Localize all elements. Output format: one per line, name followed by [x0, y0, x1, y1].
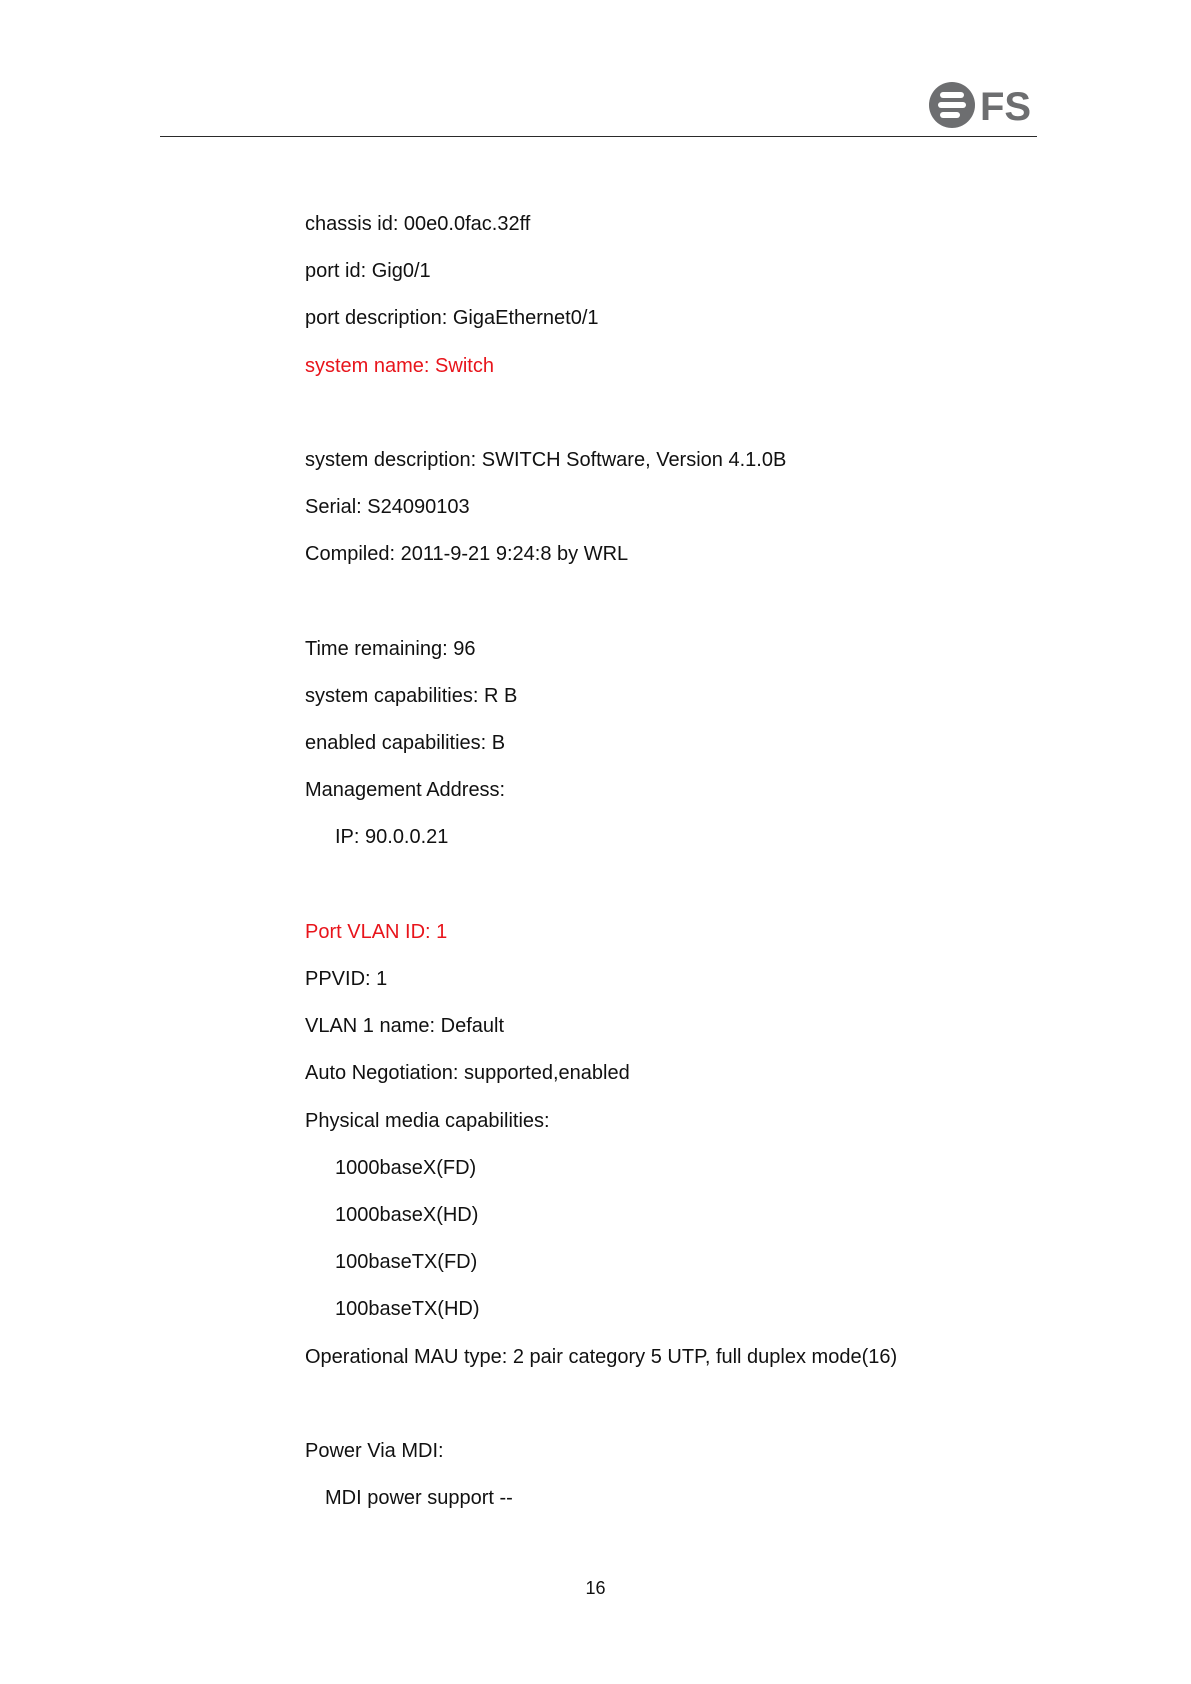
mdi-power-support-line: MDI power support -- — [325, 1487, 513, 1510]
serial-line: Serial: S24090103 — [305, 496, 470, 519]
system-name-line: system name: Switch — [305, 354, 494, 377]
system-capabilities-line: system capabilities: R B — [305, 684, 518, 707]
spacer — [305, 1392, 1065, 1439]
system-description-line: system description: SWITCH Software, Version 4.1.0B — [305, 448, 787, 471]
media-item: 1000baseX(HD) — [335, 1203, 479, 1226]
logo-text: FS — [980, 85, 1032, 129]
media-item: 1000baseX(FD) — [335, 1156, 477, 1179]
time-remaining-line: Time remaining: 96 — [305, 637, 476, 660]
ppvid-line: PPVID: 1 — [305, 968, 388, 990]
management-address-line: Management Address: — [305, 779, 506, 802]
media-item: 100baseTX(FD) — [335, 1251, 478, 1274]
compiled-line: Compiled: 2011-9-21 9:24:8 by WRL — [305, 543, 629, 566]
vlan-name-line: VLAN 1 name: Default — [305, 1015, 504, 1038]
header-divider — [160, 136, 1037, 137]
operational-mau-line: Operational MAU type: 2 pair category 5 UTP, full duplex mode(16) — [305, 1345, 898, 1368]
port-vlan-id-line: Port VLAN ID: 1 — [305, 920, 448, 943]
auto-negotiation-line: Auto Negotiation: supported,enabled — [305, 1062, 630, 1085]
spacer — [305, 873, 1065, 920]
fs-logo — [928, 78, 1040, 132]
physical-media-line: Physical media capabilities: — [305, 1109, 550, 1132]
media-item: 100baseTX(HD) — [335, 1298, 480, 1321]
ip-line: IP: 90.0.0.21 — [335, 826, 449, 849]
port-description-line: port description: GigaEthernet0/1 — [305, 307, 599, 330]
chassis-id-line: chassis id: 00e0.0fac.32ff — [305, 213, 531, 235]
page-number: 16 — [585, 1578, 606, 1598]
power-via-mdi-line: Power Via MDI: — [305, 1439, 444, 1462]
port-id-line: port id: Gig0/1 — [305, 260, 431, 283]
spacer — [305, 401, 1065, 448]
spacer — [305, 590, 1065, 637]
enabled-capabilities-line: enabled capabilities: B — [305, 732, 506, 755]
document-body — [305, 212, 1065, 1533]
fs-logo-icon — [928, 78, 1040, 132]
